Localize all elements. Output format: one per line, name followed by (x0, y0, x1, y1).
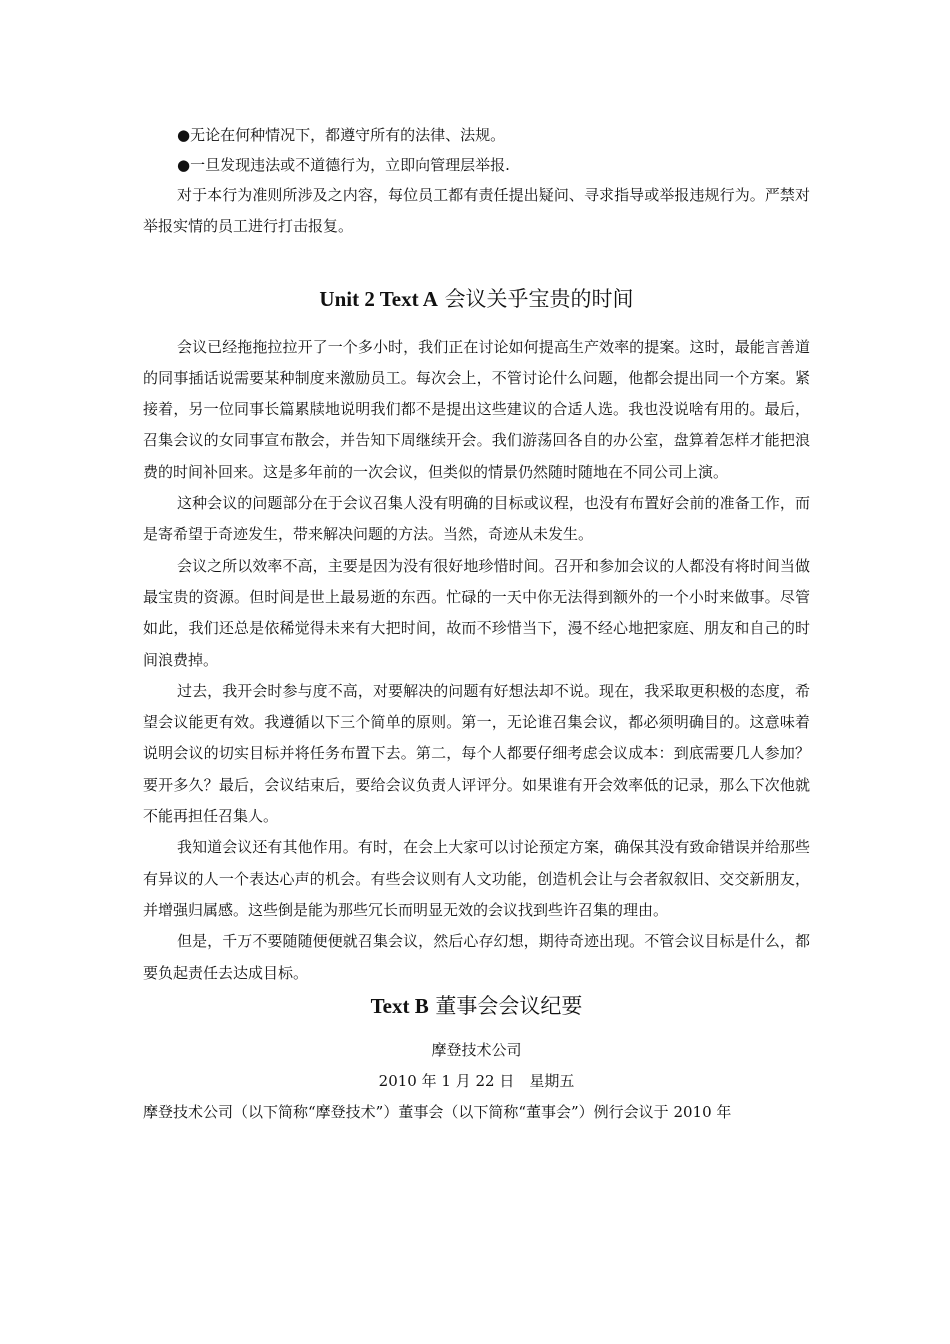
document-page (143, 120, 810, 1128)
text-b-title-latin: Text B (370, 993, 429, 1018)
text-a-title (143, 284, 810, 314)
bullet-obey-laws: ●无论在何种情况下，都遵守所有的法律、法规。 (177, 126, 506, 144)
code-closing-paragraph: 对于本行为准则所涉及之内容，每位员工都有责任提出疑问、寻求指导或举报违规行为。严禁对举报实情的员工进行打击报复。 (143, 186, 810, 236)
text-a-paragraph-3: 会议之所以效率不高，主要是因为没有很好地珍惜时间。召开和参加会议的人都没有将时间当做最宝贵的资源。但时间是世上最易逝的东西。忙碌的一天中你无法得到额外的一个小时来做事。尽管如此，我们还总是依稀觉得未来有大把时间，故而不珍惜当下，漫不经心地把家庭、朋友和自己的时间浪费掉。 (143, 556, 810, 669)
meeting-date: 2010 年 1 月 22 日 星期五 (378, 1071, 575, 1090)
text-a-paragraph-1: 会议已经拖拖拉拉开了一个多小时，我们正在讨论如何提高生产效率的提案。这时，最能言善道的同事插话说需要某种制度来激励员工。每次会上，不管讨论什么问题，他都会提出同一个方案。紧接着，另一位同事长篇累牍地说明我们都不是提出这些建议的合适人选。我也没说啥有用的。最后，召集会议的女同事宣布散会，并告知下周继续开会。我们游荡回各自的办公室，盘算着怎样才能把浪费的时间补回来。这是多年前的一次会议，但类似的情景仍然随时随地在不同公司上演。 (143, 337, 810, 481)
text-a-title-latin: Unit 2 Text A (319, 286, 438, 311)
text-b-title (143, 989, 810, 1023)
text-b-title-cn: 董事会会议纪要 (435, 993, 583, 1018)
company-name: 摩登技术公司 (431, 1040, 522, 1059)
text-a-title-cn: 会议关乎宝贵的时间 (444, 286, 634, 311)
text-a-paragraph-2: 这种会议的问题部分在于会议召集人没有明确的目标或议程，也没有布置好会前的准备工作，而是寄希望于奇迹发生，带来解决问题的方法。当然，奇迹从未发生。 (143, 494, 810, 544)
minutes-opening-line: 摩登技术公司（以下简称“摩登技术”）董事会（以下简称“董事会”）例行会议于 2010 年 (143, 1102, 732, 1121)
text-a-paragraph-6: 但是，千万不要随随便便就召集会议，然后心存幻想，期待奇迹出现。不管会议目标是什么，都要负起责任去达成目标。 (143, 932, 810, 982)
text-a-paragraph-4: 过去，我开会时参与度不高，对要解决的问题有好想法却不说。现在，我采取更积极的态度，希望会议能更有效。我遵循以下三个简单的原则。第一，无论谁召集会议，都必须明确目的。这意味着说明会议的切实目标并将任务布置下去。第二，每个人都要仔细考虑会议成本：到底需要几人参加？要开多久？最后，会议结束后，要给会议负责人评评分。如果谁有开会效率低的记录，那么下次他就不能再担任召集人。 (143, 681, 810, 826)
text-a-paragraph-5: 我知道会议还有其他作用。有时，在会上大家可以讨论预定方案，确保其没有致命错误并给那些有异议的人一个表达心声的机会。有些会议则有人文功能，创造机会让与会者叙叙旧、交交新朋友，并增强归属感。这些倒是能为那些冗长而明显无效的会议找到些许召集的理由。 (143, 838, 810, 919)
bullet-report-violations: ●一旦发现违法或不道德行为，立即向管理层举报. (177, 156, 510, 174)
